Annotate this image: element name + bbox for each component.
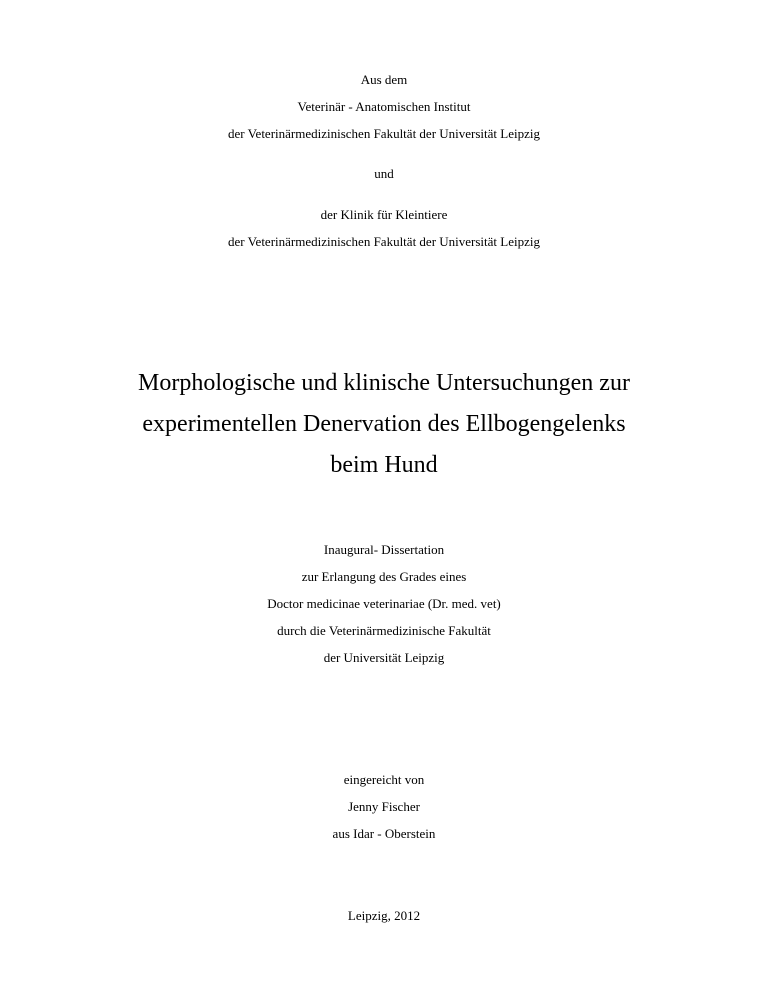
author-origin: aus Idar - Oberstein bbox=[332, 826, 436, 841]
header-faculty-1: der Veterinärmedizinischen Fakultät der Universität Leipzig bbox=[227, 126, 540, 141]
dissertation-purpose: zur Erlangung des Grades eines bbox=[301, 569, 467, 584]
header-faculty-2: der Veterinärmedizinischen Fakultät der Universität Leipzig bbox=[227, 234, 540, 249]
thesis-title-line-3: beim Hund bbox=[330, 452, 438, 478]
dissertation-faculty: durch die Veterinärmedizinische Fakultät bbox=[277, 623, 491, 638]
thesis-title-line-1: Morphologische und klinische Untersuchungen zur bbox=[138, 370, 630, 396]
dissertation-university: der Universität Leipzig bbox=[323, 650, 445, 665]
thesis-title-line-2: experimentellen Denervation des Ellbogengelenks bbox=[142, 411, 626, 437]
dissertation-type: Inaugural- Dissertation bbox=[323, 542, 445, 557]
author-name: Jenny Fischer bbox=[348, 799, 420, 814]
header-line-1: Aus dem bbox=[360, 72, 408, 87]
header-institute: Veterinär - Anatomischen Institut bbox=[297, 99, 471, 114]
place-date: Leipzig, 2012 bbox=[347, 908, 421, 923]
dissertation-degree: Doctor medicinae veterinariae (Dr. med. vet) bbox=[267, 596, 501, 611]
submitted-by: eingereicht von bbox=[343, 772, 425, 787]
header-clinic: der Klinik für Kleintiere bbox=[320, 207, 448, 222]
header-connector: und bbox=[374, 166, 394, 181]
